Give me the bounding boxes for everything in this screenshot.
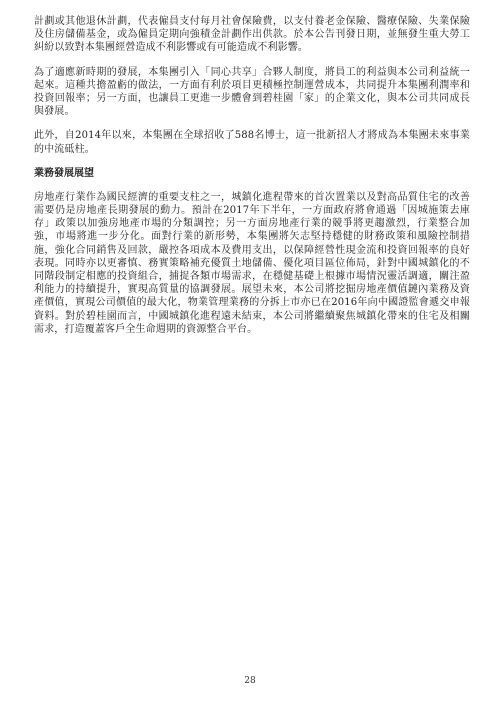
spacer xyxy=(34,118,470,129)
partnership-scheme-paragraph: 為了適應新時期的發展，本集團引入「同心共享」合夥人制度，將員工的利益與本公司利益統一起來。這種共擔盈虧的做法，一方面有利於項目更積極控制運營成本，共同提升本集團利潤率和投資回報率；另一方面，也讓員工更進一步體會到碧桂園「家」的企業文化，與本公司共同成長與發展。 xyxy=(34,66,470,118)
spacer xyxy=(34,180,470,191)
employee-benefits-paragraph: 計劃或其他退休計劃，代表僱員支付每月社會保險費，以支付養老金保險、醫療保險、失業保險及住房儲備基金，或為僱員定期向強積金計劃作出供款。於本公告刊發日期，並無發生重大勞工糾紛以致對本集團經營造成不利影響或有可能造成不利影響。 xyxy=(34,16,470,54)
page-number: 28 xyxy=(244,676,256,686)
spacer xyxy=(34,156,470,167)
business-outlook-paragraph: 房地產行業作為國民經濟的重要支柱之一，城鎮化進程帶來的首次置業以及對高品質住宅的改善需要仍是房地產長期發展的動力。預計在2017年下半年，一方面政府將會通過「因城施策去庫存」政策以加強房地產市場的分類調控；另一方面房地產行業的競爭將更趨激烈，行業整合加強，市場將進一步分化。面對行業的新形勢，本集團將矢志堅持穩健的財務政策和風險控制措施，強化合同銷售及回款，嚴控各項成本及費用支出，以保障經營性現金流和投資回報率的良好表現。同時亦以更審慎、務實策略補充優質土地儲備、優化項目區位佈局，針對中國城鎮化的不同階段制定相應的投資組合，捕捉各類市場需求，在穩健基礎上根據市場情況靈活調適，關注盈利能力的持續提升，實現高質量的協調發展。展望未來，本公司將挖掘房地產價值鏈內業務及資產價值，實現公司價值的最大化，物業管理業務的分拆上市亦已在2016年向中國證監會遞交申報資料。對於碧桂園而言，中國城鎮化進程遠未結束，本公司將繼續聚焦城鎮化帶來的住宅及相關需求，打造覆蓋客戶全生命週期的資源整合平台。 xyxy=(34,191,470,335)
spacer xyxy=(34,55,470,66)
document-body xyxy=(34,15,470,336)
section-heading: 業務發展展望 xyxy=(34,167,94,179)
talent-recruitment-paragraph: 此外，自2014年以來，本集團在全球招收了588名博士，這一批新招人才將成為本集團未來事業的中流砥柱。 xyxy=(34,130,470,155)
